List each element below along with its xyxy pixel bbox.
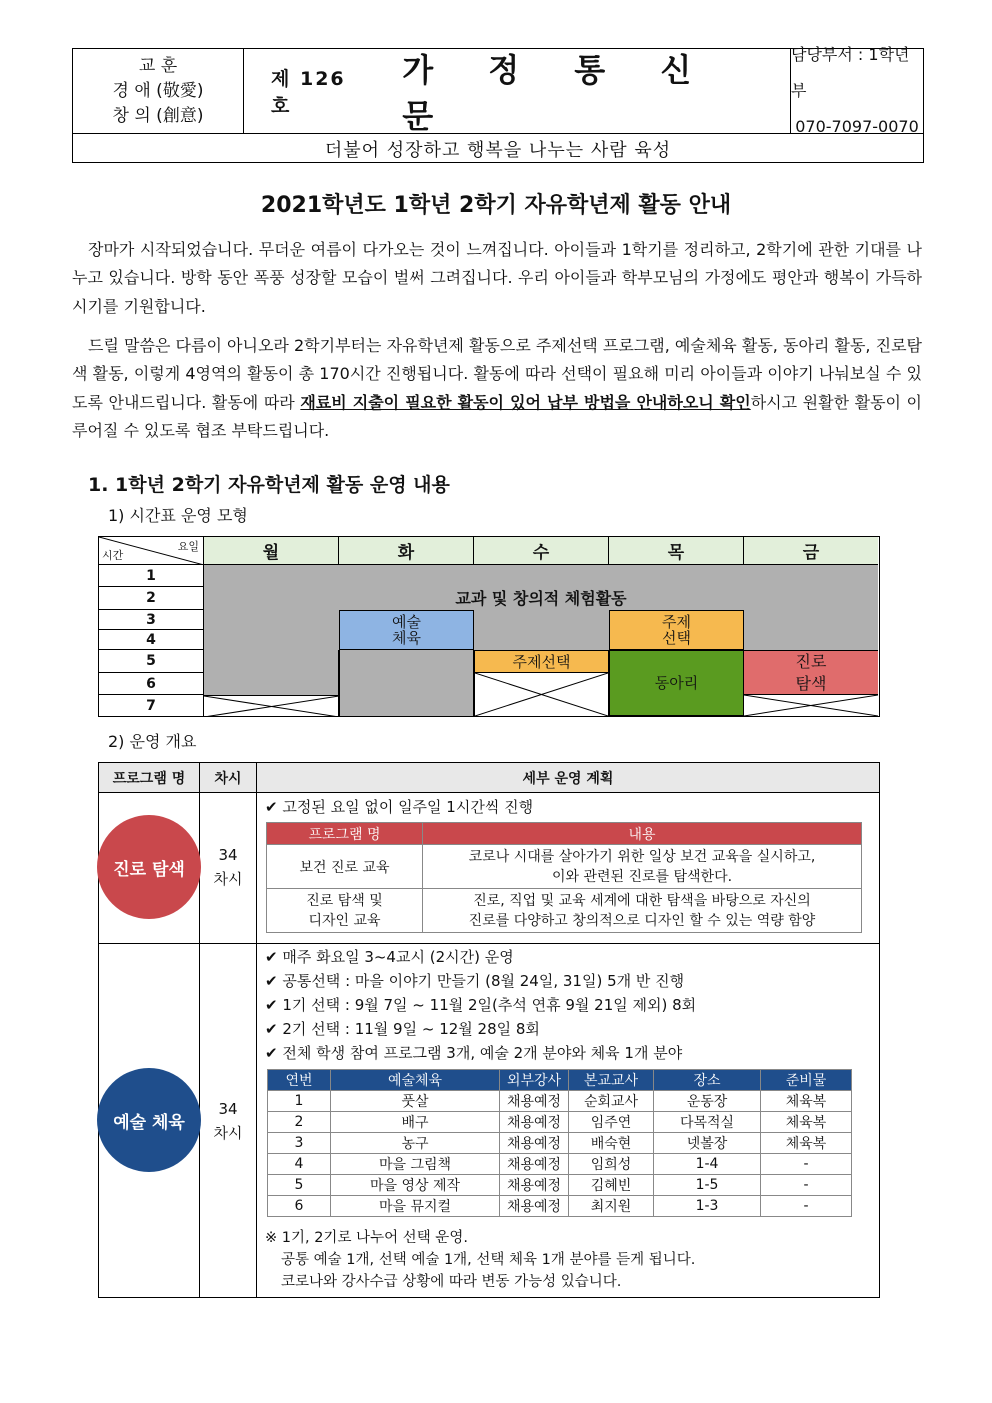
- motto-line-1: 경 애 (敬愛): [112, 80, 204, 101]
- art-notes: [265, 1227, 695, 1293]
- art-th-no: 연번: [268, 1070, 331, 1091]
- table-row: [268, 1175, 852, 1196]
- art-note-1: ※ 1기, 2기로 나누어 선택 운영.: [265, 1230, 468, 1246]
- career-row-2-name: 진로 탐색 및 디자인 교육: [267, 889, 423, 933]
- career-sessions-unit: 차시: [213, 870, 243, 888]
- row-2-teacher: 임주연: [569, 1112, 654, 1133]
- notice-text-b: 하시고 원활한 활동이 이루어질 수 있도록 협조 부탁드립니다.: [72, 392, 923, 441]
- row-4-external: 채용예정: [500, 1154, 569, 1175]
- career-sessions: [200, 843, 256, 891]
- art-pe-badge: 예술 체육: [97, 1068, 201, 1172]
- row-1-program: 풋살: [331, 1091, 500, 1112]
- career-sessions-num: 34: [218, 846, 238, 864]
- art-pe-block: 예술 체육: [339, 610, 474, 650]
- row-3-program: 농구: [331, 1133, 500, 1154]
- row-4-program: 마을 그림책: [331, 1154, 500, 1175]
- common-subjects-label: 교과 및 창의적 체험활동: [455, 588, 627, 608]
- row-2-no: 2: [268, 1112, 331, 1133]
- fri-empty-cell: [744, 695, 878, 716]
- section-heading: 1. 1학년 2학기 자유학년제 활동 운영 내용: [88, 474, 450, 496]
- motto-title: 교 훈: [138, 55, 178, 76]
- phone-number: 070-7097-0070: [795, 117, 919, 136]
- table-row: [268, 1091, 852, 1112]
- tue-afternoon-block: [339, 650, 474, 716]
- notice-emphasis: 재료비 지출이 필요한 활동이 있어 납부 방법을 안내하오니 확인: [300, 392, 751, 412]
- row-3-no: 3: [268, 1133, 331, 1154]
- subheading-timetable: 1) 시간표 운영 모형: [108, 506, 248, 525]
- art-th-external: 외부강사: [500, 1070, 569, 1091]
- issue-number: 제 126 호: [271, 68, 346, 117]
- art-sessions: [200, 1097, 256, 1145]
- department: 담당부서 : 1학년부: [791, 45, 910, 100]
- row-2-place: 다목적실: [654, 1112, 761, 1133]
- mon-empty-cell: [204, 695, 339, 716]
- art-check-5: ✔ 전체 학생 참여 프로그램 3개, 예술 2개 분야와 체육 1개 분야: [265, 1044, 683, 1062]
- career-block: 진로 탐색: [744, 650, 878, 695]
- day-mon: 월: [204, 537, 339, 565]
- art-sessions-unit: 차시: [213, 1124, 243, 1142]
- table-row: [268, 1133, 852, 1154]
- row-2-program: 배구: [331, 1112, 500, 1133]
- school-motto: [73, 49, 244, 133]
- wed-empty-cell: [474, 673, 609, 716]
- mon-tue-divider: [338, 650, 339, 716]
- row-3-external: 채용예정: [500, 1133, 569, 1154]
- motto-line-2: 창 의 (創意): [112, 105, 204, 126]
- timetable: [98, 536, 880, 717]
- paper-title: 가 정 통 신 문: [402, 51, 714, 135]
- day-tue: 화: [339, 537, 474, 565]
- art-sessions-num: 34: [218, 1100, 238, 1118]
- row-3-place: 넷볼장: [654, 1133, 761, 1154]
- period-7: 7: [99, 695, 204, 716]
- overview-table: [98, 762, 880, 1298]
- career-row-1-content: 코로나 시대를 살아가기 위한 일상 보건 교육을 실시하고, 이와 관련된 진로를 탐색한다.: [423, 845, 862, 889]
- art-check-1: ✔ 매주 화요일 3~4교시 (2시간) 운영: [265, 948, 514, 966]
- topic-select-thu-block: 주제 선택: [609, 610, 744, 650]
- day-wed: 수: [474, 537, 609, 565]
- col-divider-2: [256, 763, 257, 1297]
- career-th-content: 내용: [423, 823, 862, 845]
- row-5-external: 채용예정: [500, 1175, 569, 1196]
- department-info: [791, 45, 923, 136]
- row-5-teacher: 김혜빈: [569, 1175, 654, 1196]
- row-2-external: 채용예정: [500, 1112, 569, 1133]
- career-row-1-name: 보건 진로 교육: [267, 845, 423, 889]
- row-4-teacher: 임희성: [569, 1154, 654, 1175]
- row-5-place: 1-5: [654, 1175, 761, 1196]
- club-block: 동아리: [609, 650, 744, 716]
- day-thu: 목: [609, 537, 744, 565]
- row-5-supplies: -: [761, 1175, 852, 1196]
- row-3-supplies: 체육복: [761, 1133, 852, 1154]
- row-6-program: 마을 뮤지컬: [331, 1196, 500, 1217]
- row-1-external: 채용예정: [500, 1091, 569, 1112]
- row-6-no: 6: [268, 1196, 331, 1217]
- header-title-area: [243, 49, 791, 133]
- table-row: [268, 1196, 852, 1217]
- notice-text-a: 드릴 말씀은 다름이 아니오라 2학기부터는 자유학년제 활동으로 주제선택 프로그램, 예술체육 활동, 동아리 활동, 진로탐색 활동, 이렇게 4영역의 활동이 총 170시간 진행됩니다. 활동에 따라 선택이 필요해 미리 아이들과 이야기 나눠보실 수 있도록 안내드립니다. 활동에 따라: [72, 336, 922, 412]
- art-check-4: ✔ 2기 선택 : 11월 9일 ~ 12월 28일 8회: [265, 1020, 540, 1038]
- row-6-external: 채용예정: [500, 1196, 569, 1217]
- corner-day-label: 요일: [177, 540, 199, 553]
- row-5-no: 5: [268, 1175, 331, 1196]
- timetable-corner: [99, 537, 204, 565]
- career-row-2-content: 진로, 직업 및 교육 세계에 대한 탐색을 바탕으로 자신의 진로를 다양하고 창의적으로 디자인 할 수 있는 역량 함양: [423, 889, 862, 933]
- intro-paragraph: 장마가 시작되었습니다. 무더운 여름이 다가오는 것이 느껴집니다. 아이들과 1학기를 정리하고, 2학기에 관한 기대를 나누고 있습니다. 방학 동안 폭풍 성장할 모습이 벌써 그려집니다. 우리 아이들과 학부모님의 가정에도 평안과 행복이 가득하시기를 기원합니다.: [72, 240, 922, 316]
- period-3: 3: [99, 610, 204, 630]
- period-2: 2: [99, 587, 204, 610]
- table-row: [268, 1154, 852, 1175]
- art-program-table: [267, 1069, 852, 1217]
- art-check-2: ✔ 공통선택 : 마을 이야기 만들기 (8월 24일, 31일) 5개 반 진행: [265, 972, 685, 990]
- row-4-no: 4: [268, 1154, 331, 1175]
- newsletter-header: [72, 45, 924, 163]
- period-4: 4: [99, 630, 204, 650]
- art-th-supplies: 준비물: [761, 1070, 852, 1091]
- row-6-teacher: 최지원: [569, 1196, 654, 1217]
- row-1-teacher: 순회교사: [569, 1091, 654, 1112]
- row-1-place: 운동장: [654, 1091, 761, 1112]
- period-1: 1: [99, 565, 204, 587]
- art-th-teacher: 본교교사: [569, 1070, 654, 1091]
- period-5: 5: [99, 650, 204, 673]
- period-6: 6: [99, 673, 204, 695]
- career-schedule-note: ✔ 고정된 요일 없이 일주일 1시간씩 진행: [265, 798, 534, 816]
- row-1-no: 1: [268, 1091, 331, 1112]
- row-5-program: 마을 영상 제작: [331, 1175, 500, 1196]
- career-program-table: [266, 822, 862, 933]
- table-row: [268, 1112, 852, 1133]
- day-fri: 금: [744, 537, 878, 565]
- school-slogan: 더불어 성장하고 행복을 나누는 사람 육성: [73, 133, 923, 163]
- art-note-2: 공통 예술 1개, 선택 예술 1개, 선택 체육 1개 분야를 듣게 됩니다.: [281, 1252, 696, 1268]
- corner-period-label: 시간: [102, 549, 124, 562]
- row-4-place: 1-4: [654, 1154, 761, 1175]
- col-header-program: 프로그램 명: [99, 763, 199, 792]
- row-1-supplies: 체육복: [761, 1091, 852, 1112]
- col-header-detail: 세부 운영 계획: [257, 763, 879, 792]
- art-check-3: ✔ 1기 선택 : 9월 7일 ~ 11월 2일(추석 연휴 9월 21일 제외) 8회: [265, 996, 697, 1014]
- col-header-sessions: 차시: [200, 763, 256, 792]
- art-checklist: [265, 945, 696, 1065]
- topic-select-wed-block: 주제선택: [474, 650, 609, 673]
- row-3-teacher: 배숙현: [569, 1133, 654, 1154]
- header-divider: [99, 792, 879, 793]
- art-th-program: 예술체육: [331, 1070, 500, 1091]
- art-th-place: 장소: [654, 1070, 761, 1091]
- row-4-supplies: -: [761, 1154, 852, 1175]
- career-badge: 진로 탐색: [97, 815, 201, 919]
- career-th-name: 프로그램 명: [267, 823, 423, 845]
- row-6-place: 1-3: [654, 1196, 761, 1217]
- notice-paragraph: [72, 332, 922, 446]
- row-2-supplies: 체육복: [761, 1112, 852, 1133]
- row-divider: [99, 943, 879, 944]
- subheading-overview: 2) 운영 개요: [108, 732, 197, 751]
- document-title: 2021학년도 1학년 2학기 자유학년제 활동 안내: [260, 193, 732, 218]
- art-note-3: 코로나와 강사수급 상황에 따라 변동 가능성 있습니다.: [281, 1274, 622, 1290]
- row-6-supplies: -: [761, 1196, 852, 1217]
